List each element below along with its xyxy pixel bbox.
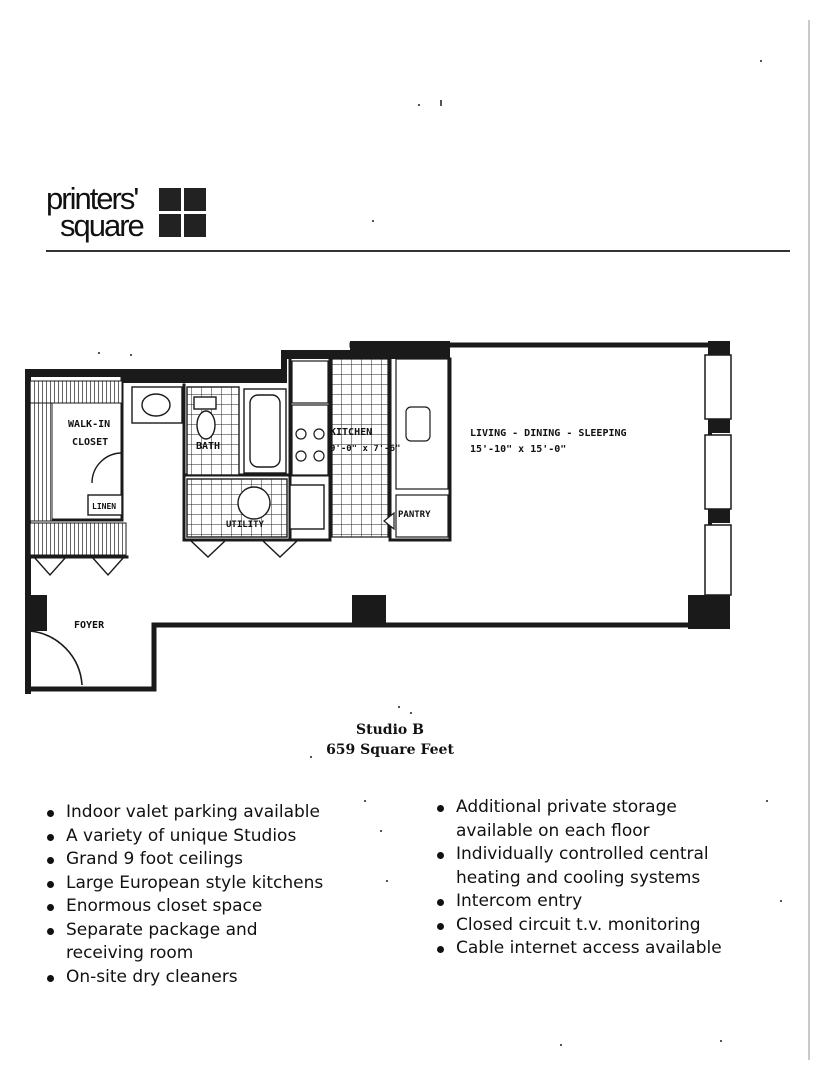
- label-linen: LINEN: [92, 502, 117, 511]
- feature-item: A variety of unique Studios: [42, 825, 392, 849]
- feature-item: Cable internet access available: [432, 937, 772, 961]
- label-kitchen: KITCHEN: [330, 427, 373, 438]
- logo-squares-icon: [159, 188, 207, 238]
- walk-in-closet: [30, 381, 126, 555]
- feature-item: Closed circuit t.v. monitoring: [432, 914, 772, 938]
- bath-fixtures: [132, 387, 286, 475]
- utility-area: [187, 479, 324, 557]
- unit-area: 659 Square Feet: [326, 742, 454, 758]
- floor-plan: [22, 335, 742, 697]
- feature-item: Separate package and receiving room: [42, 919, 296, 966]
- feature-item: On-site dry cleaners: [42, 966, 392, 990]
- feature-item: Additional private storage available on each floor: [432, 796, 716, 843]
- printers-square-logo: [46, 183, 226, 253]
- logo-text-printers: printers': [46, 181, 138, 216]
- unit-name: Studio B: [356, 722, 424, 738]
- features-list-left: [42, 801, 392, 989]
- label-walk-in: WALK-IN: [68, 419, 111, 430]
- feature-item: Large European style kitchens: [42, 872, 392, 896]
- label-pantry: PANTRY: [398, 510, 431, 520]
- foyer-door: [30, 631, 82, 691]
- label-closet: CLOSET: [72, 437, 109, 448]
- label-bath: BATH: [196, 441, 221, 452]
- feature-item: Enormous closet space: [42, 895, 392, 919]
- label-living-size: 15'-10" x 15'-0": [470, 444, 567, 455]
- label-utility: UTILITY: [226, 520, 264, 530]
- features-list-right: [432, 796, 772, 961]
- feature-item: Individually controlled central heating and cooling systems: [432, 843, 756, 890]
- page-edge-line: [808, 20, 810, 1060]
- label-kitchen-size: 9'-0" x 7'-6": [330, 444, 401, 454]
- feature-item: Indoor valet parking available: [42, 801, 392, 825]
- header-rule: [46, 250, 790, 252]
- closet-doors: [34, 557, 124, 575]
- label-foyer: FOYER: [74, 620, 105, 631]
- label-living: LIVING - DINING - SLEEPING: [470, 428, 627, 439]
- feature-item: Intercom entry: [432, 890, 772, 914]
- windows: [705, 355, 731, 595]
- logo-text-square: square: [60, 208, 143, 243]
- feature-item: Grand 9 foot ceilings: [42, 848, 392, 872]
